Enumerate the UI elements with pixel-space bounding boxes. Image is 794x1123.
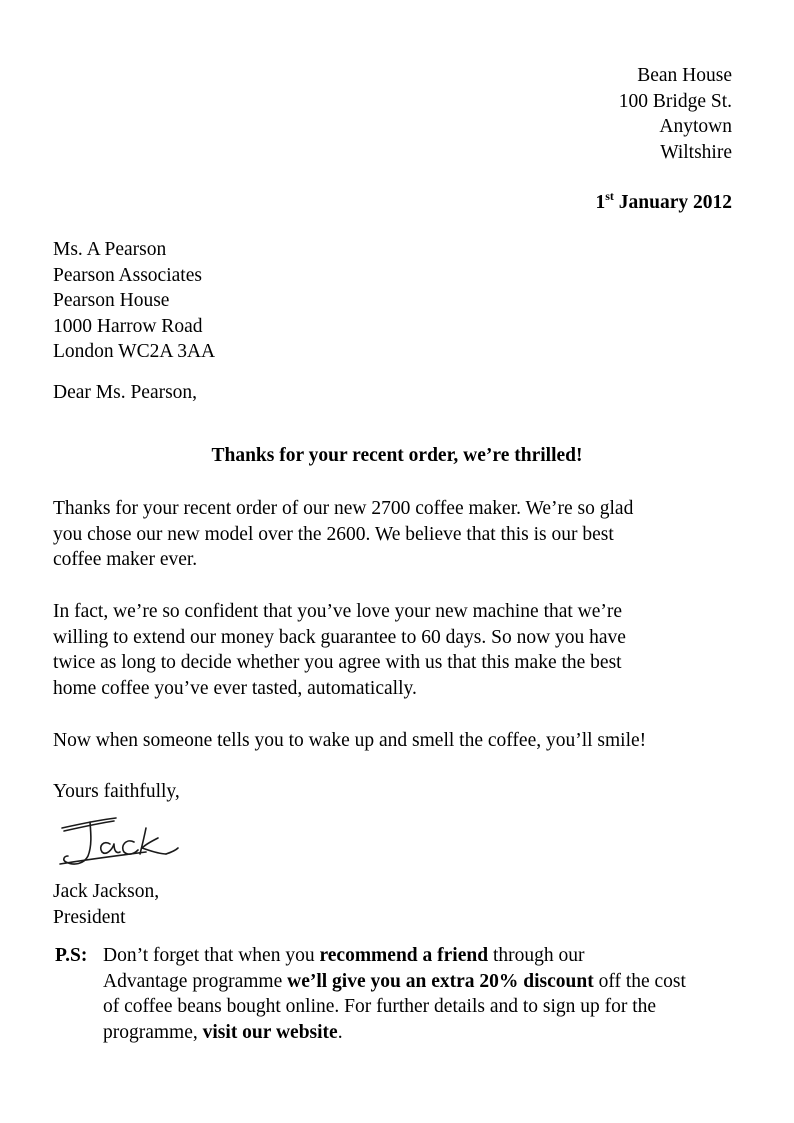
paragraph-line: home coffee you’ve ever tasted, automatically. <box>53 677 417 699</box>
signer-block <box>53 879 159 931</box>
recipient-line: Pearson House <box>53 290 170 312</box>
paragraph-line: coffee maker ever. <box>53 549 198 571</box>
postscript-text-segment: off the cost <box>593 970 686 992</box>
sender-address <box>619 63 732 165</box>
recipient-address <box>53 237 215 365</box>
letter-date <box>595 190 732 216</box>
body-paragraph-3 <box>53 728 743 754</box>
postscript-text-segment: programme, <box>103 1021 203 1043</box>
postscript-label: P.S: <box>55 945 88 966</box>
date-month-year: January 2012 <box>613 192 732 213</box>
body-paragraph-2 <box>53 599 743 701</box>
subject-heading: Thanks for your recent order, we’re thrilled! <box>211 445 583 466</box>
postscript-line <box>103 969 743 995</box>
paragraph-line: Thanks for your recent order of our new 2700 coffee maker. We’re so glad <box>53 498 634 519</box>
date-day: 1 <box>595 192 606 213</box>
paragraph-line: twice as long to decide whether you agree with us that this make the best <box>53 652 622 674</box>
recipient-line: Pearson Associates <box>53 264 202 286</box>
paragraph-line: In fact, we’re so confident that you’ve love your new machine that we’re <box>53 601 623 622</box>
signature <box>54 814 184 870</box>
postscript-emphasis: visit our website <box>202 1021 338 1043</box>
postscript-text-segment: . <box>337 1021 343 1043</box>
postscript-text-segment: Don’t forget that when you <box>103 945 320 966</box>
postscript-emphasis: we’ll give you an extra 20% discount <box>287 970 594 992</box>
recipient-line: London WC2A 3AA <box>53 341 216 363</box>
signer-title: President <box>53 907 126 928</box>
sender-address-line: 100 Bridge St. <box>618 90 732 112</box>
paragraph-line: you chose our new model over the 2600. We believe that this is our best <box>53 523 614 545</box>
postscript-text-segment: Advantage programme <box>103 970 288 992</box>
sender-address-line: Bean House <box>637 65 732 86</box>
postscript-line <box>103 943 743 969</box>
salutation: Dear Ms. Pearson, <box>53 382 198 403</box>
sender-address-line: Wiltshire <box>660 141 732 163</box>
date-suffix: st <box>605 189 614 203</box>
postscript-text-segment: through our <box>488 945 585 966</box>
paragraph-line: willing to extend our money back guarantee to 60 days. So now you have <box>53 626 626 648</box>
postscript-text <box>103 943 743 1045</box>
recipient-line: Ms. A Pearson <box>53 239 167 260</box>
postscript-emphasis: recommend a friend <box>319 945 489 966</box>
recipient-line: 1000 Harrow Road <box>53 315 203 337</box>
postscript-line: of coffee beans bought online. For further details and to sign up for the <box>103 996 657 1018</box>
sender-address-line: Anytown <box>659 116 732 138</box>
closing: Yours faithfully, <box>53 781 180 802</box>
signer-name: Jack Jackson, <box>53 881 160 902</box>
postscript-line <box>103 1020 743 1046</box>
body-paragraph-1 <box>53 496 743 573</box>
paragraph-line: Now when someone tells you to wake up and smell the coffee, you’ll smile! <box>53 730 647 751</box>
